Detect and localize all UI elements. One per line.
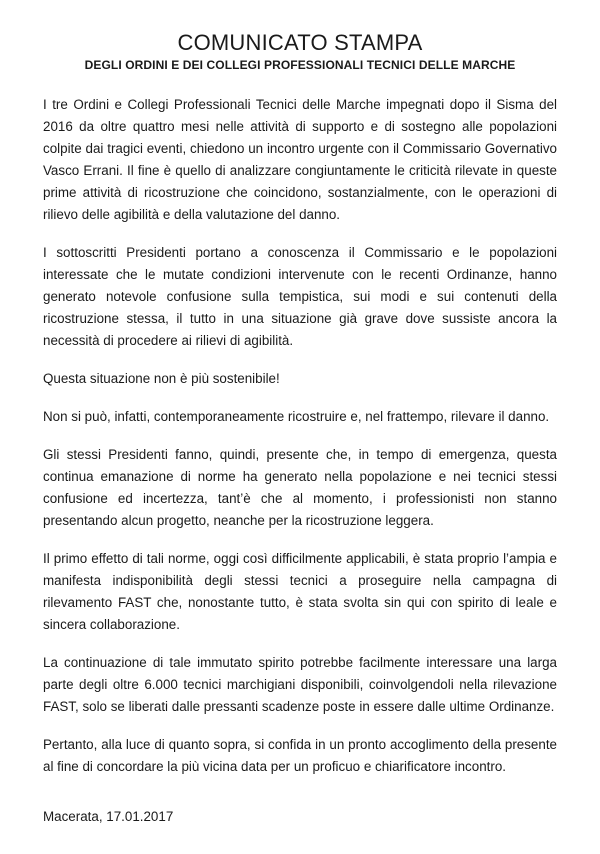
paragraph: Questa situazione non è più sostenibile! bbox=[43, 371, 280, 386]
paragraph: La continuazione di tale immutato spirito potrebbe facilmente interessare una larga parte degli oltre 6.000 tecnici marchigiani disponibili, coinvolgendoli nella rilevazione FAST, solo se liberati dalle pressanti scadenze poste in essere dalle ultime Ordinanze. bbox=[43, 655, 557, 714]
document-body bbox=[43, 94, 557, 794]
paragraph: I sottoscritti Presidenti portano a conoscenza il Commissario e le popolazioni interessate che le mutate condizioni intervenute con le recenti Ordinanze, hanno generato notevole confusione sulla tempistica, sui modi e sui contenuti della ricostruzione stessa, il tutto in una situazione già grave dove sussiste ancora la necessità di procedere ai rilievi di agibilità. bbox=[43, 245, 557, 348]
document-subtitle: DEGLI ORDINI E DEI COLLEGI PROFESSIONALI TECNICI DELLE MARCHE bbox=[84, 58, 516, 72]
paragraph: I tre Ordini e Collegi Professionali Tecnici delle Marche impegnati dopo il Sisma del 2016 da oltre quattro mesi nelle attività di supporto e di sostegno alle popolazioni colpite dai tragici eventi, chiedono un incontro urgente con il Commissario Governativo Vasco Errani. Il fine è quello di analizzare congiuntamente le criticità rilevate in queste prime attività di ricostruzione che coincidono, sostanzialmente, con le operazioni di rilievo delle agibilità e della valutazione del danno. bbox=[43, 97, 557, 222]
place-date: Macerata, 17.01.2017 bbox=[43, 809, 174, 824]
paragraph: Non si può, infatti, contemporaneamente ricostruire e, nel frattempo, rilevare il danno. bbox=[43, 409, 550, 424]
paragraph: Gli stessi Presidenti fanno, quindi, presente che, in tempo di emergenza, questa continua emanazione di norme ha generato nella popolazione e nei tecnici stessi confusione ed incertezza, tant’è che al momento, i professionisti non stanno presentando alcun progetto, neanche per la ricostruzione leggera. bbox=[43, 447, 557, 528]
paragraph: Pertanto, alla luce di quanto sopra, si confida in un pronto accoglimento della presente al fine di concordare la più vicina data per un proficuo e chiarificatore incontro. bbox=[43, 737, 557, 774]
document-title: COMUNICATO STAMPA bbox=[177, 30, 423, 55]
paragraph: Il primo effetto di tali norme, oggi così difficilmente applicabili, è stata proprio l’ampia e manifesta indisponibilità degli stessi tecnici a proseguire nella campagna di rilevamento FAST che, nonostante tutto, è stata svolta sin qui con spirito di leale e sincera collaborazione. bbox=[43, 551, 557, 632]
